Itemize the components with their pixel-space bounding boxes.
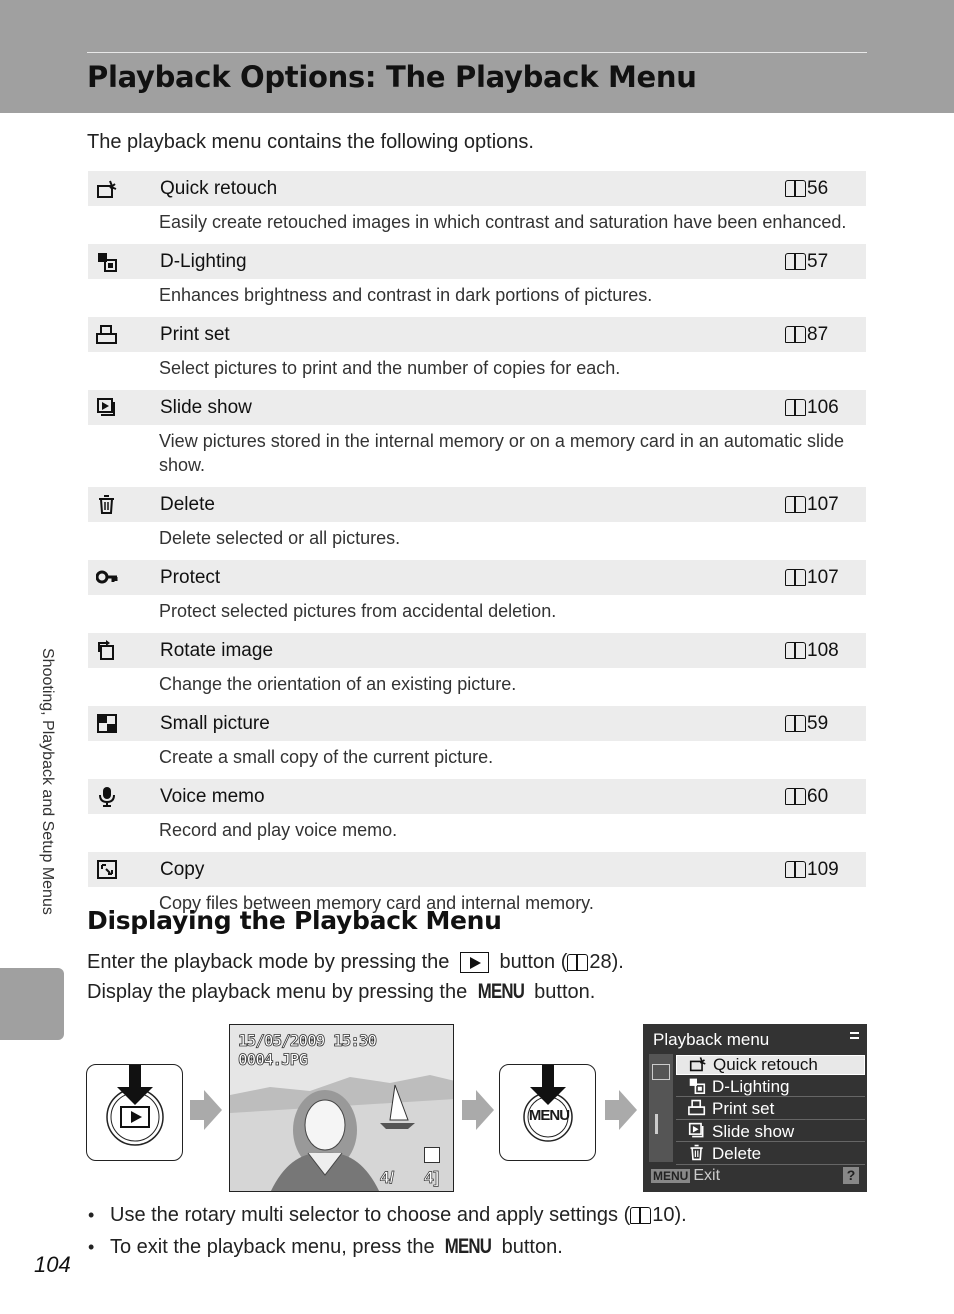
side-tab xyxy=(0,968,64,1040)
page-ref: 107 xyxy=(807,493,839,515)
bullet-text: To exit the playback menu, press the xyxy=(110,1235,441,1258)
screen-date: 15/05/2009 15:30 xyxy=(238,1031,377,1050)
option-description: Change the orientation of an existing picture. xyxy=(159,674,517,694)
option-page-ref xyxy=(785,317,828,352)
section-title: Displaying the Playback Menu xyxy=(87,906,502,935)
page-ref-icon xyxy=(785,861,806,878)
help-icon: ? xyxy=(843,1167,859,1184)
print-set-icon xyxy=(688,1099,712,1119)
option-description: Protect selected pictures from accidental deletion. xyxy=(159,601,557,621)
lcd-menu-item-label: Delete xyxy=(712,1144,762,1164)
option-description: Enhances brightness and contrast in dark portions of pictures. xyxy=(159,285,653,305)
page-ref: 106 xyxy=(807,396,839,418)
option-label: Protect xyxy=(160,566,221,588)
option-page-ref xyxy=(785,852,839,887)
page-ref: 10 xyxy=(652,1204,675,1226)
option-row-voice-memo xyxy=(88,779,866,814)
lcd-menu-tag: MENU xyxy=(653,1169,689,1183)
option-label: Delete xyxy=(160,493,215,515)
screen-counter: 4/ xyxy=(380,1168,395,1187)
page-number: 104 xyxy=(34,1252,71,1277)
option-description: Copy files between memory card and internal memory. xyxy=(159,893,594,913)
print-set-icon xyxy=(88,324,160,345)
lcd-menu-item-label: Quick retouch xyxy=(713,1055,818,1074)
option-label: Print set xyxy=(160,323,230,345)
instruction-text: button ( xyxy=(494,951,568,973)
option-label: Voice memo xyxy=(160,785,265,807)
option-label: Slide show xyxy=(160,396,252,418)
lcd-exit xyxy=(651,1167,720,1185)
option-description: Record and play voice memo. xyxy=(159,820,398,840)
lcd-menu-item xyxy=(676,1055,865,1075)
playback-button-icon xyxy=(460,952,489,973)
option-label: Copy xyxy=(160,858,205,880)
camera-screen-illustration xyxy=(229,1024,454,1192)
d-lighting-icon xyxy=(688,1077,712,1097)
option-row-d-lighting xyxy=(88,244,866,279)
delete-icon xyxy=(88,494,160,515)
playback-button-illustration xyxy=(86,1064,183,1161)
option-row-print-set xyxy=(88,317,866,352)
header-rule xyxy=(87,52,867,53)
bullet-text: button. xyxy=(496,1235,563,1258)
page-ref-icon xyxy=(785,715,806,732)
intro-text: The playback menu contains the following options. xyxy=(87,131,534,153)
menu-button-word: MENU xyxy=(477,980,524,1003)
option-label: Small picture xyxy=(160,712,270,734)
instruction-line-2 xyxy=(87,980,595,1004)
image-size-icon xyxy=(424,1147,440,1163)
bullet-dot: • xyxy=(88,1205,95,1225)
page-ref-icon xyxy=(785,326,806,343)
option-label: Rotate image xyxy=(160,639,274,661)
bullet-1 xyxy=(88,1204,687,1227)
page-ref: 28 xyxy=(589,951,612,973)
option-row-quick-retouch xyxy=(88,171,866,206)
options-table xyxy=(88,171,866,925)
page-ref: 59 xyxy=(807,712,829,734)
instruction-text: Enter the playback mode by pressing the xyxy=(87,951,455,973)
rotate-image-icon xyxy=(88,640,160,661)
option-page-ref xyxy=(785,244,828,279)
option-label: Quick retouch xyxy=(160,177,278,199)
next-step-arrow-icon xyxy=(462,1090,494,1130)
option-row-rotate-image xyxy=(88,633,866,668)
slide-show-icon xyxy=(88,397,160,418)
side-section-label: Shooting, Playback and Setup Menus xyxy=(39,648,56,915)
menu-button-label: MENU xyxy=(528,1107,570,1124)
option-description: Create a small copy of the current picture. xyxy=(159,747,494,767)
lcd-menu-item xyxy=(676,1077,865,1097)
delete-icon xyxy=(688,1144,712,1164)
quick-retouch-icon xyxy=(689,1055,713,1075)
option-row-delete xyxy=(88,487,866,522)
page-ref-icon xyxy=(785,496,806,513)
menu-button-word: MENU xyxy=(444,1235,492,1258)
lcd-title: Playback menu xyxy=(653,1030,770,1049)
bullet-dot: • xyxy=(88,1236,95,1257)
instruction-line-1 xyxy=(87,951,624,974)
d-lighting-icon xyxy=(88,251,160,272)
page-title: Playback Options: The Playback Menu xyxy=(87,60,697,94)
option-description: Select pictures to print and the number of copies for each. xyxy=(159,358,621,378)
page-ref: 109 xyxy=(807,858,839,880)
lcd-side-tabs xyxy=(649,1054,673,1162)
press-arrow-icon xyxy=(87,1065,184,1162)
lcd-menu-item-label: D-Lighting xyxy=(712,1076,790,1096)
option-page-ref xyxy=(785,390,839,425)
menu-button-illustration xyxy=(499,1064,596,1161)
option-page-ref xyxy=(785,560,839,595)
lcd-menu-item xyxy=(676,1100,865,1120)
playback-tab-icon xyxy=(652,1064,670,1080)
copy-icon xyxy=(88,859,160,880)
page-ref-icon xyxy=(567,954,588,971)
option-label: D-Lighting xyxy=(160,250,247,272)
option-page-ref xyxy=(785,706,828,741)
lcd-menu-item-label: Slide show xyxy=(712,1121,795,1141)
page-ref-icon xyxy=(785,788,806,805)
screen-total: 4] xyxy=(424,1168,440,1187)
option-page-ref xyxy=(785,171,828,206)
lcd-menu-item xyxy=(676,1145,865,1165)
page-ref: 57 xyxy=(807,250,829,272)
option-description: View pictures stored in the internal memory or on a memory card in an automatic slide show. xyxy=(159,431,844,475)
protect-icon xyxy=(88,567,160,588)
setup-tab-icon xyxy=(655,1114,667,1134)
page-ref-icon xyxy=(785,253,806,270)
instruction-text: ). xyxy=(611,951,624,973)
lcd-menu-item-label: Print set xyxy=(712,1099,775,1119)
instruction-text: button. xyxy=(528,980,596,1003)
voice-memo-icon xyxy=(88,786,160,807)
option-page-ref xyxy=(785,487,839,522)
slide-show-icon xyxy=(688,1122,712,1142)
page-ref-icon xyxy=(785,399,806,416)
option-page-ref xyxy=(785,633,839,668)
option-row-copy xyxy=(88,852,866,887)
option-row-protect xyxy=(88,560,866,595)
bullet-text: Use the rotary multi selector to choose and apply settings ( xyxy=(110,1204,631,1226)
lcd-exit-label: Exit xyxy=(693,1167,721,1184)
bullet-text: ). xyxy=(674,1204,687,1226)
option-row-slide-show xyxy=(88,390,866,425)
quick-retouch-icon xyxy=(88,178,160,199)
option-description: Easily create retouched images in which contrast and saturation have been enhanced. xyxy=(159,212,847,232)
next-step-arrow-icon xyxy=(190,1090,222,1130)
instruction-text: Display the playback menu by pressing the xyxy=(87,980,473,1003)
scroll-indicator-icon xyxy=(850,1032,859,1039)
next-step-arrow-icon xyxy=(605,1090,637,1130)
bullet-2 xyxy=(88,1235,563,1259)
page-ref: 87 xyxy=(807,323,829,345)
small-picture-icon xyxy=(88,713,160,734)
header-band xyxy=(0,0,954,113)
page-ref-icon xyxy=(630,1207,651,1224)
option-page-ref xyxy=(785,779,828,814)
screen-datetime xyxy=(238,1031,376,1069)
page-ref: 108 xyxy=(807,639,839,661)
playback-menu-screen xyxy=(643,1024,867,1192)
option-row-small-picture xyxy=(88,706,866,741)
page-ref-icon xyxy=(785,569,806,586)
lcd-menu-item xyxy=(676,1122,865,1142)
page-ref: 56 xyxy=(807,177,829,199)
page-ref: 107 xyxy=(807,566,839,588)
screen-filename: 0004.JPG xyxy=(238,1050,308,1069)
page-ref-icon xyxy=(785,642,806,659)
page-ref: 60 xyxy=(807,785,829,807)
option-description: Delete selected or all pictures. xyxy=(159,528,401,548)
page-ref-icon xyxy=(785,180,806,197)
